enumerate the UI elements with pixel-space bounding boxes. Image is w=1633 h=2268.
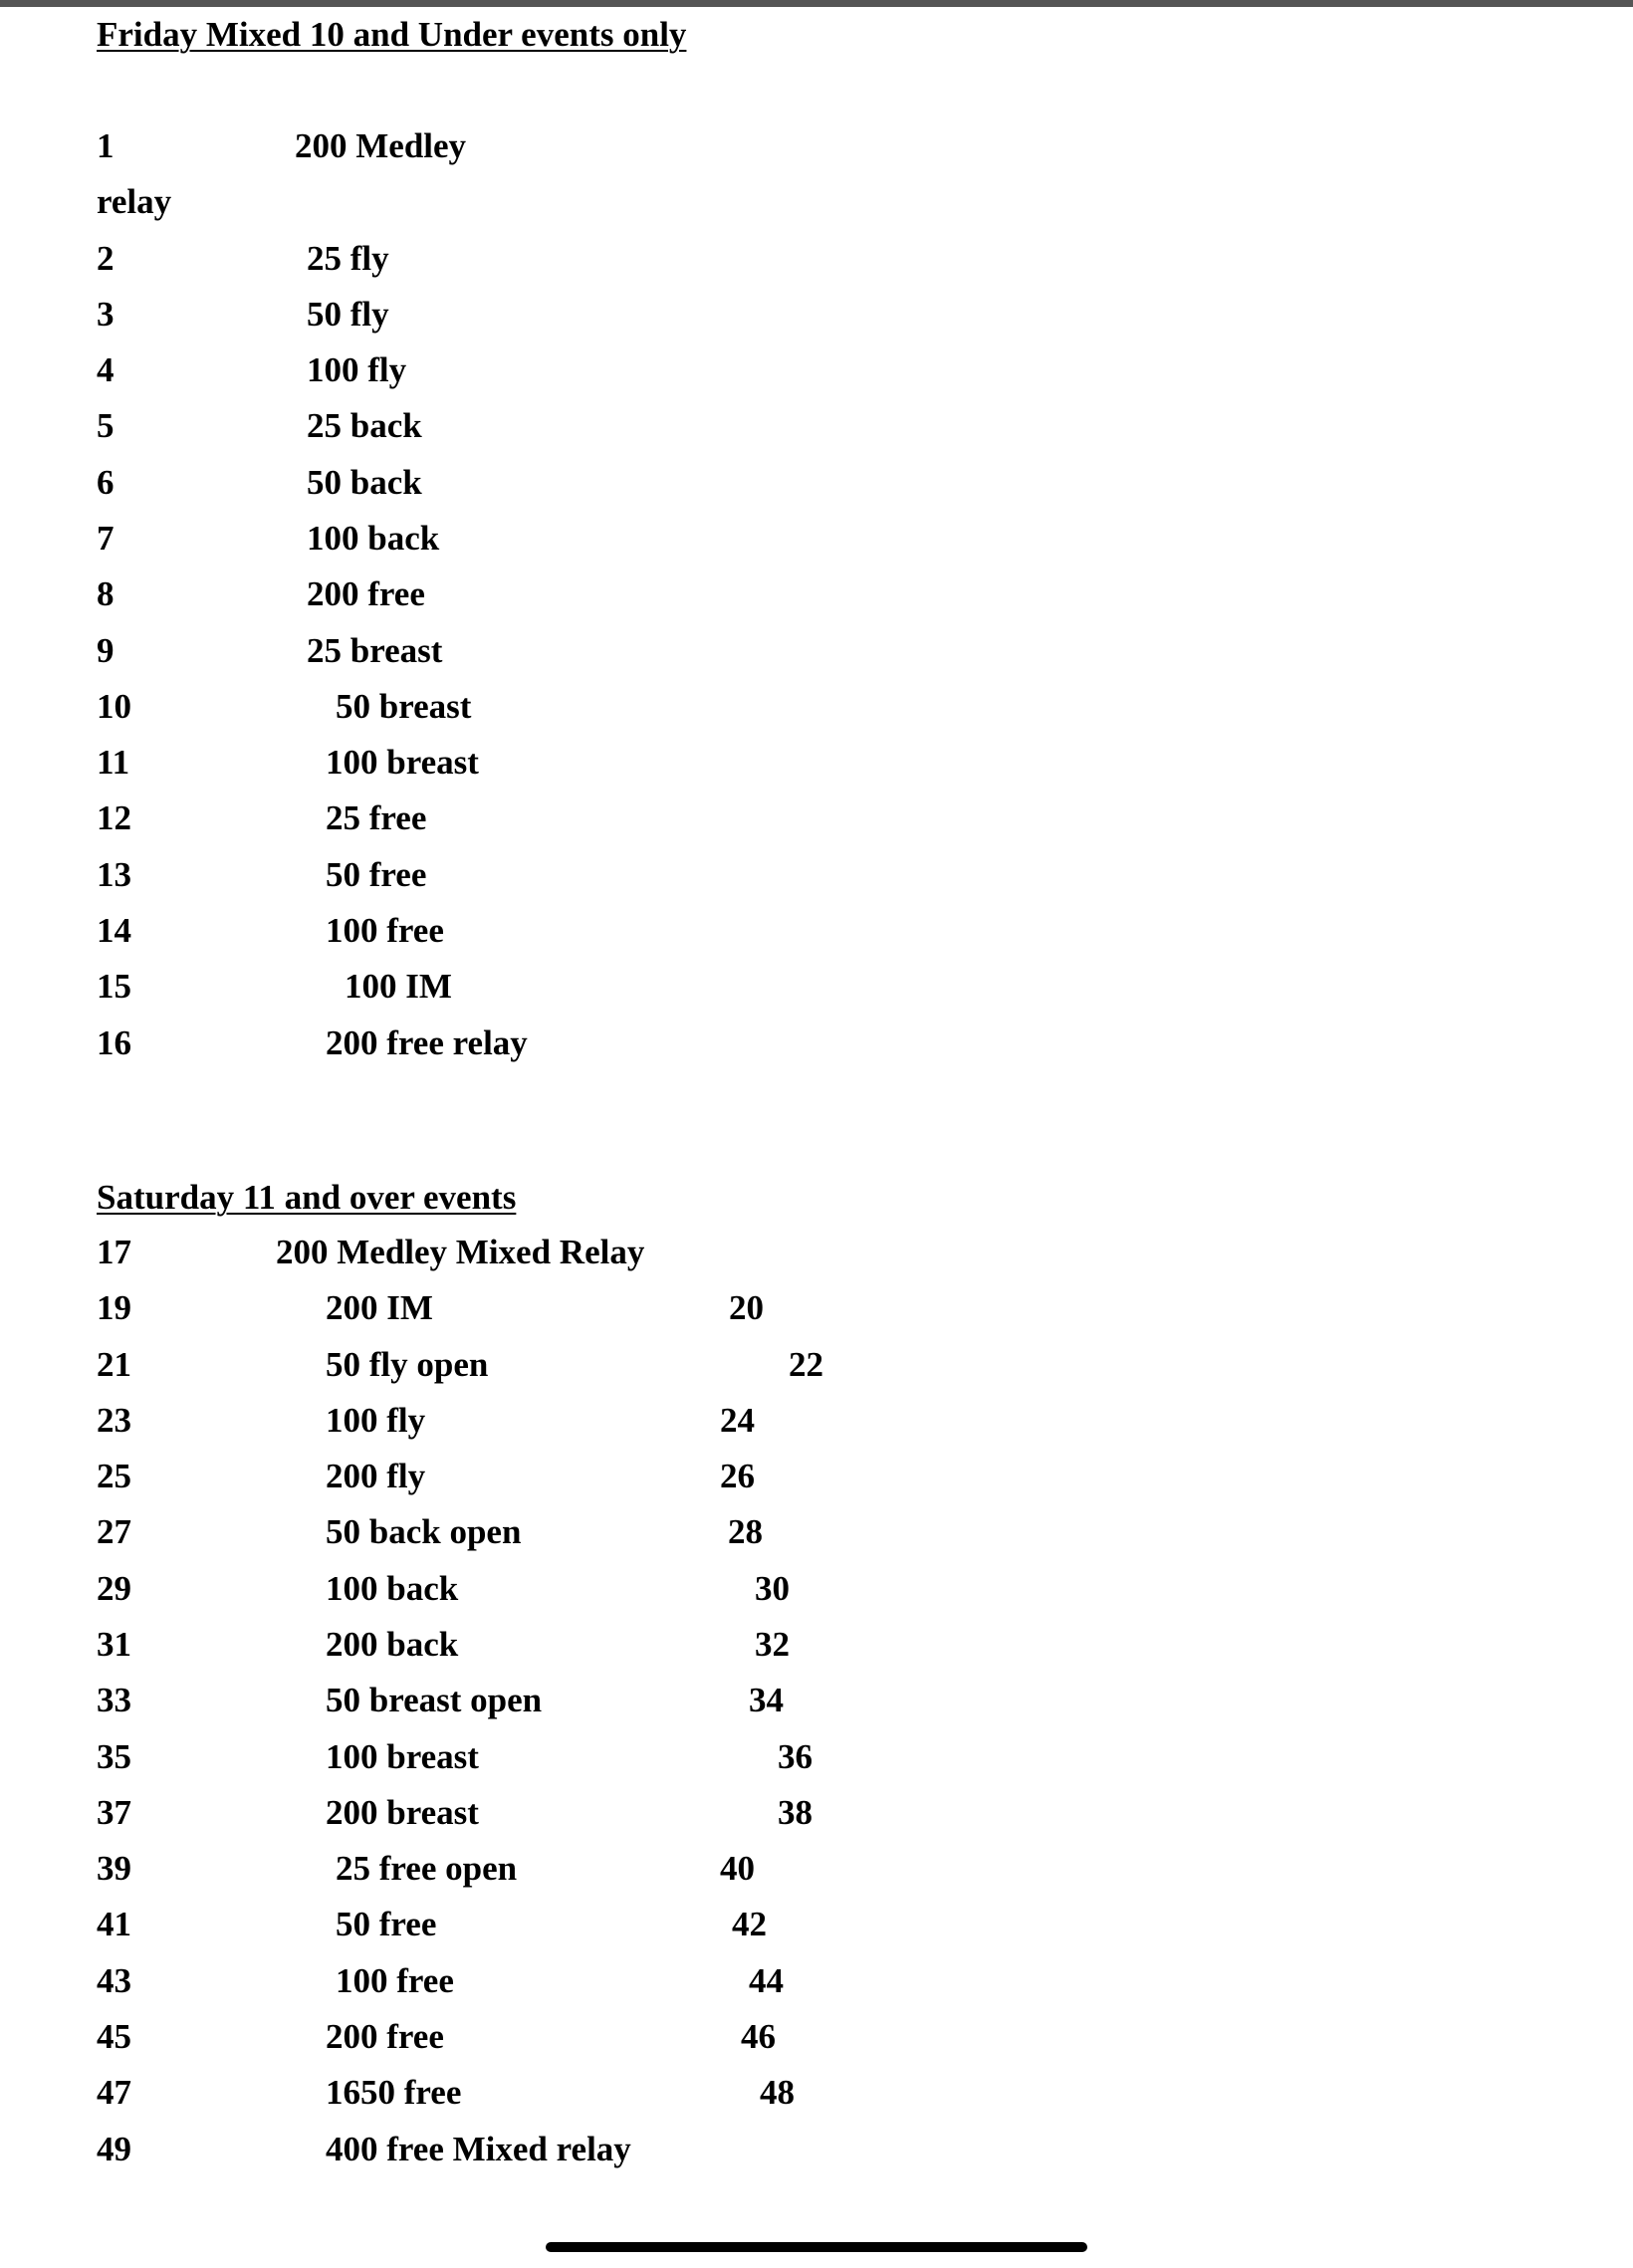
saturday-heading: Saturday 11 and over events — [97, 1178, 517, 1217]
event-name: 100 fly — [326, 1400, 426, 1440]
event-number: 3 — [97, 294, 115, 334]
event-name: 200 Medley — [295, 126, 467, 165]
event-number: 37 — [97, 1792, 131, 1832]
event-number: 25 — [97, 1457, 131, 1496]
event-name: 50 back open — [326, 1512, 522, 1552]
event-number: 29 — [97, 1568, 131, 1608]
paired-event-number: 32 — [755, 1625, 790, 1665]
paired-event-number: 34 — [749, 1681, 784, 1720]
paired-event-number: 24 — [720, 1400, 755, 1440]
event-name: 25 free open — [336, 1849, 518, 1889]
event-name: 200 back — [326, 1625, 459, 1665]
event-name: 100 free — [336, 1960, 454, 2000]
event-number: 47 — [97, 2073, 131, 2113]
event-name: 25 fly — [307, 238, 389, 278]
event-number: 23 — [97, 1400, 131, 1440]
event-number: 12 — [97, 798, 131, 838]
event-number: 7 — [97, 519, 115, 559]
event-number: 39 — [97, 1849, 131, 1889]
event-name: 25 breast — [307, 630, 443, 670]
event-number: 45 — [97, 2017, 131, 2057]
event-name: 200 free — [326, 2017, 444, 2057]
event-name: 50 back — [307, 462, 422, 502]
paired-event-number: 48 — [760, 2073, 795, 2113]
paired-event-number: 46 — [741, 2017, 776, 2057]
paired-event-number: 44 — [749, 1960, 784, 2000]
event-number: 6 — [97, 462, 115, 502]
paired-event-number: 30 — [755, 1568, 790, 1608]
event-name: 100 breast — [326, 743, 479, 783]
event-name: 50 fly — [307, 294, 389, 334]
event-name: 200 IM — [326, 1288, 433, 1328]
event-name: 100 back — [307, 519, 440, 559]
event-number: relay — [97, 182, 172, 222]
event-name: 200 free relay — [326, 1022, 528, 1062]
event-number: 2 — [97, 238, 115, 278]
event-number: 43 — [97, 1960, 131, 2000]
event-name: 50 free — [336, 1905, 437, 1944]
event-number: 17 — [97, 1233, 131, 1271]
event-number: 16 — [97, 1022, 131, 1062]
event-number: 33 — [97, 1681, 131, 1720]
event-name: 25 free — [326, 798, 427, 838]
event-name: 100 free — [326, 911, 444, 951]
paired-event-number: 36 — [778, 1736, 813, 1776]
event-name: 100 breast — [326, 1736, 479, 1776]
paired-event-number: 28 — [728, 1512, 763, 1552]
paired-event-number: 20 — [729, 1288, 764, 1328]
event-name: 25 back — [307, 406, 422, 446]
event-name: 200 fly — [326, 1457, 426, 1496]
event-number: 9 — [97, 630, 115, 670]
event-number: 10 — [97, 686, 131, 726]
event-number: 11 — [97, 743, 130, 783]
event-name: 200 breast — [326, 1792, 479, 1832]
event-number: 8 — [97, 574, 115, 614]
event-name: 200 Medley Mixed Relay — [276, 1233, 645, 1271]
event-number: 31 — [97, 1625, 131, 1665]
friday-heading: Friday Mixed 10 and Under events only — [97, 15, 687, 54]
event-name: 50 free — [326, 854, 427, 894]
event-number: 49 — [97, 2129, 131, 2168]
event-name: 50 fly open — [326, 1344, 489, 1384]
event-number: 27 — [97, 1512, 131, 1552]
event-name: 1650 free — [326, 2073, 462, 2113]
paired-event-number: 22 — [789, 1344, 823, 1384]
event-number: 21 — [97, 1344, 131, 1384]
event-number: 4 — [97, 350, 115, 390]
event-number: 1 — [97, 126, 115, 165]
event-name: 100 fly — [307, 350, 407, 390]
event-name: 50 breast open — [326, 1681, 543, 1720]
event-number: 19 — [97, 1288, 131, 1328]
event-number: 35 — [97, 1736, 131, 1776]
event-name: 100 back — [326, 1568, 459, 1608]
top-bar — [0, 0, 1633, 7]
home-indicator[interactable] — [546, 2242, 1087, 2252]
event-number: 15 — [97, 967, 131, 1007]
event-number: 5 — [97, 406, 115, 446]
event-name: 400 free Mixed relay — [326, 2129, 631, 2168]
event-name: 200 free — [307, 574, 425, 614]
event-name: 50 breast — [336, 686, 472, 726]
paired-event-number: 38 — [778, 1792, 813, 1832]
event-name: 100 IM — [345, 967, 452, 1007]
event-number: 14 — [97, 911, 131, 951]
event-number: 41 — [97, 1905, 131, 1944]
paired-event-number: 40 — [720, 1849, 755, 1889]
paired-event-number: 42 — [732, 1905, 767, 1944]
event-number: 13 — [97, 854, 131, 894]
paired-event-number: 26 — [720, 1457, 755, 1496]
